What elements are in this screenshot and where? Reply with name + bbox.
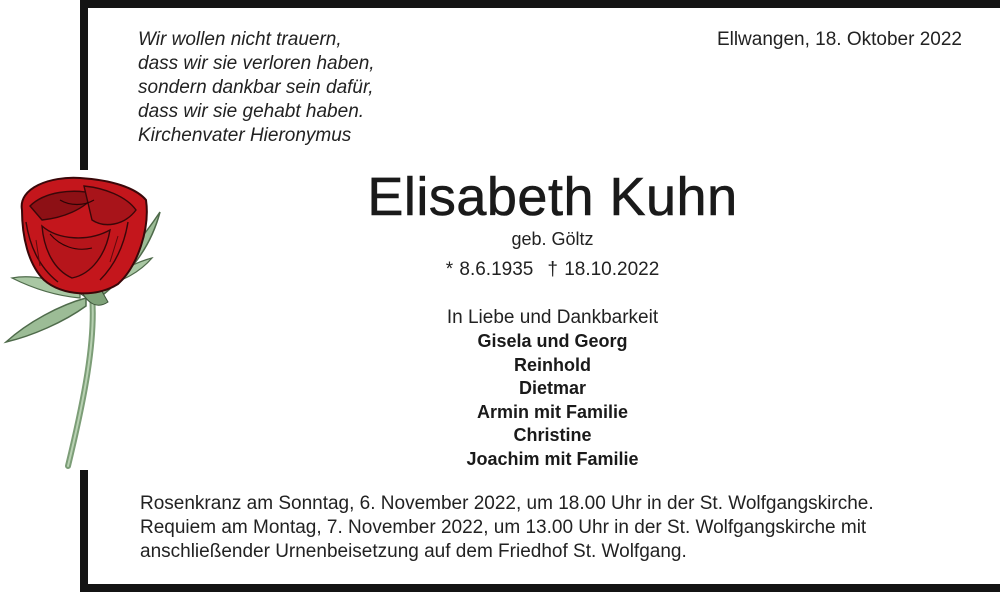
birth-date: * 8.6.1935 [445,259,534,280]
deceased-name: Elisabeth Kuhn [367,167,738,227]
mourner-name: Reinhold [514,354,591,375]
mourner-name: Joachim mit Familie [466,448,639,469]
service-announcement [140,492,874,564]
frame-left-border-lower [80,470,88,592]
mourner-name: Dietmar [518,378,587,398]
place-and-date: Ellwangen, 18. Oktober 2022 [716,29,962,50]
maiden-name: geb. Göltz [511,229,594,249]
service-line: Rosenkranz am Sonntag, 6. November 2022, um 18.00 Uhr in der St. Wolfgangskirche. [140,493,874,514]
frame-bottom-border [80,584,1000,592]
frame-left-border-upper [80,0,88,170]
mourners-list [355,330,750,471]
mourner-name: Christine [513,425,592,445]
mourners-intro: In Liebe und Dankbarkeit [446,307,659,328]
frame-top-border [80,0,1000,8]
quote-line: dass wir sie verloren haben, [138,53,375,74]
red-rose-icon [0,170,170,470]
life-dates [355,258,750,282]
quote-line: dass wir sie gehabt haben. [138,101,365,122]
quote-line: sondern dankbar sein dafür, [138,77,374,98]
death-date: † 18.10.2022 [547,259,660,280]
service-line: Requiem am Montag, 7. November 2022, um 13.00 Uhr in der St. Wolfgangskirche mit [140,517,867,538]
mourner-name: Armin mit Familie [476,401,629,422]
mourner-name: Gisela und Georg [477,331,628,351]
quote-line: Wir wollen nicht trauern, [138,29,342,50]
memorial-quote [138,28,375,148]
quote-attribution: Kirchenvater Hieronymus [138,125,352,146]
service-line: anschließender Urnenbeisetzung auf dem Friedhof St. Wolfgang. [140,541,687,562]
